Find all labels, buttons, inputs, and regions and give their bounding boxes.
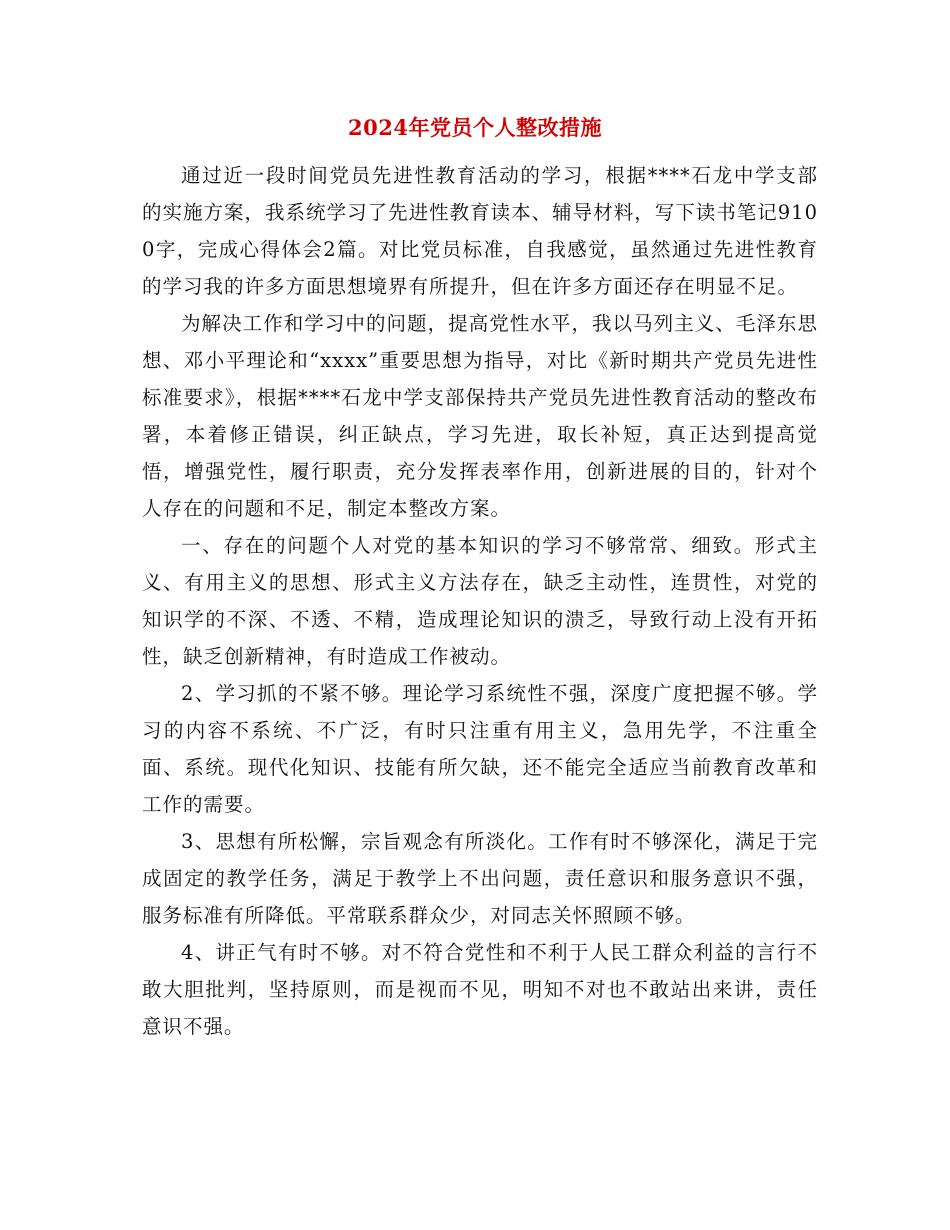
paragraph-problem-4: 4、讲正气有时不够。对不符合党性和不利于人民工群众利益的言行不敢大胆批判，坚持原则，而是视而不见，明知不对也不敢站出来讲，责任意识不强。 bbox=[142, 941, 818, 1038]
document-title: 2024年党员个人整改措施 bbox=[348, 115, 602, 140]
paragraph-purpose: 为解决工作和学习中的问题，提高党性水平，我以马列主义、毛泽东思想、邓小平理论和“xxxx”重要思想为指导，对比《新时期共产党员先进性标准要求》，根据****石龙中学支部保持共产党员先进性教育活动的整改布署，本着修正错误，纠正缺点，学习先进，取长补短，真正达到提高觉悟，增强党性，履行职责，充分发挥表率作用，创新进展的目的，针对个人存在的问题和不足，制定本整改方案。 bbox=[142, 312, 818, 520]
paragraph-problem-3: 3、思想有所松懈，宗旨观念有所淡化。工作有时不够深化，满足于完成固定的教学任务，满足于教学上不出问题，责任意识和服务意识不强，服务标准有所降低。平常联系群众少，对同志关怀照顾不够。 bbox=[142, 830, 818, 927]
paragraph-intro: 通过近一段时间党员先进性教育活动的学习，根据****石龙中学支部的实施方案，我系统学习了先进性教育读本、辅导材料，写下读书笔记9100字，完成心得体会2篇。对比党员标准，自我感觉，虽然通过先进性教育的学习我的许多方面思想境界有所提升，但在许多方面还存在明显不足。 bbox=[142, 164, 818, 298]
paragraph-problem-2: 2、学习抓的不紧不够。理论学习系统性不强，深度广度把握不够。学习的内容不系统、不广泛，有时只注重有用主义，急用先学，不注重全面、系统。现代化知识、技能有所欠缺，还不能完全适应当前教育改革和工作的需要。 bbox=[142, 682, 818, 816]
document-body bbox=[142, 157, 818, 1045]
paragraph-problem-1: 一、存在的问题个人对党的基本知识的学习不够常常、细致。形式主义、有用主义的思想、形式主义方法存在，缺乏主动性，连贯性，对党的知识学的不深、不透、不精，造成理论知识的溃乏，导致行动上没有开拓性，缺乏创新精神，有时造成工作被动。 bbox=[142, 534, 818, 668]
